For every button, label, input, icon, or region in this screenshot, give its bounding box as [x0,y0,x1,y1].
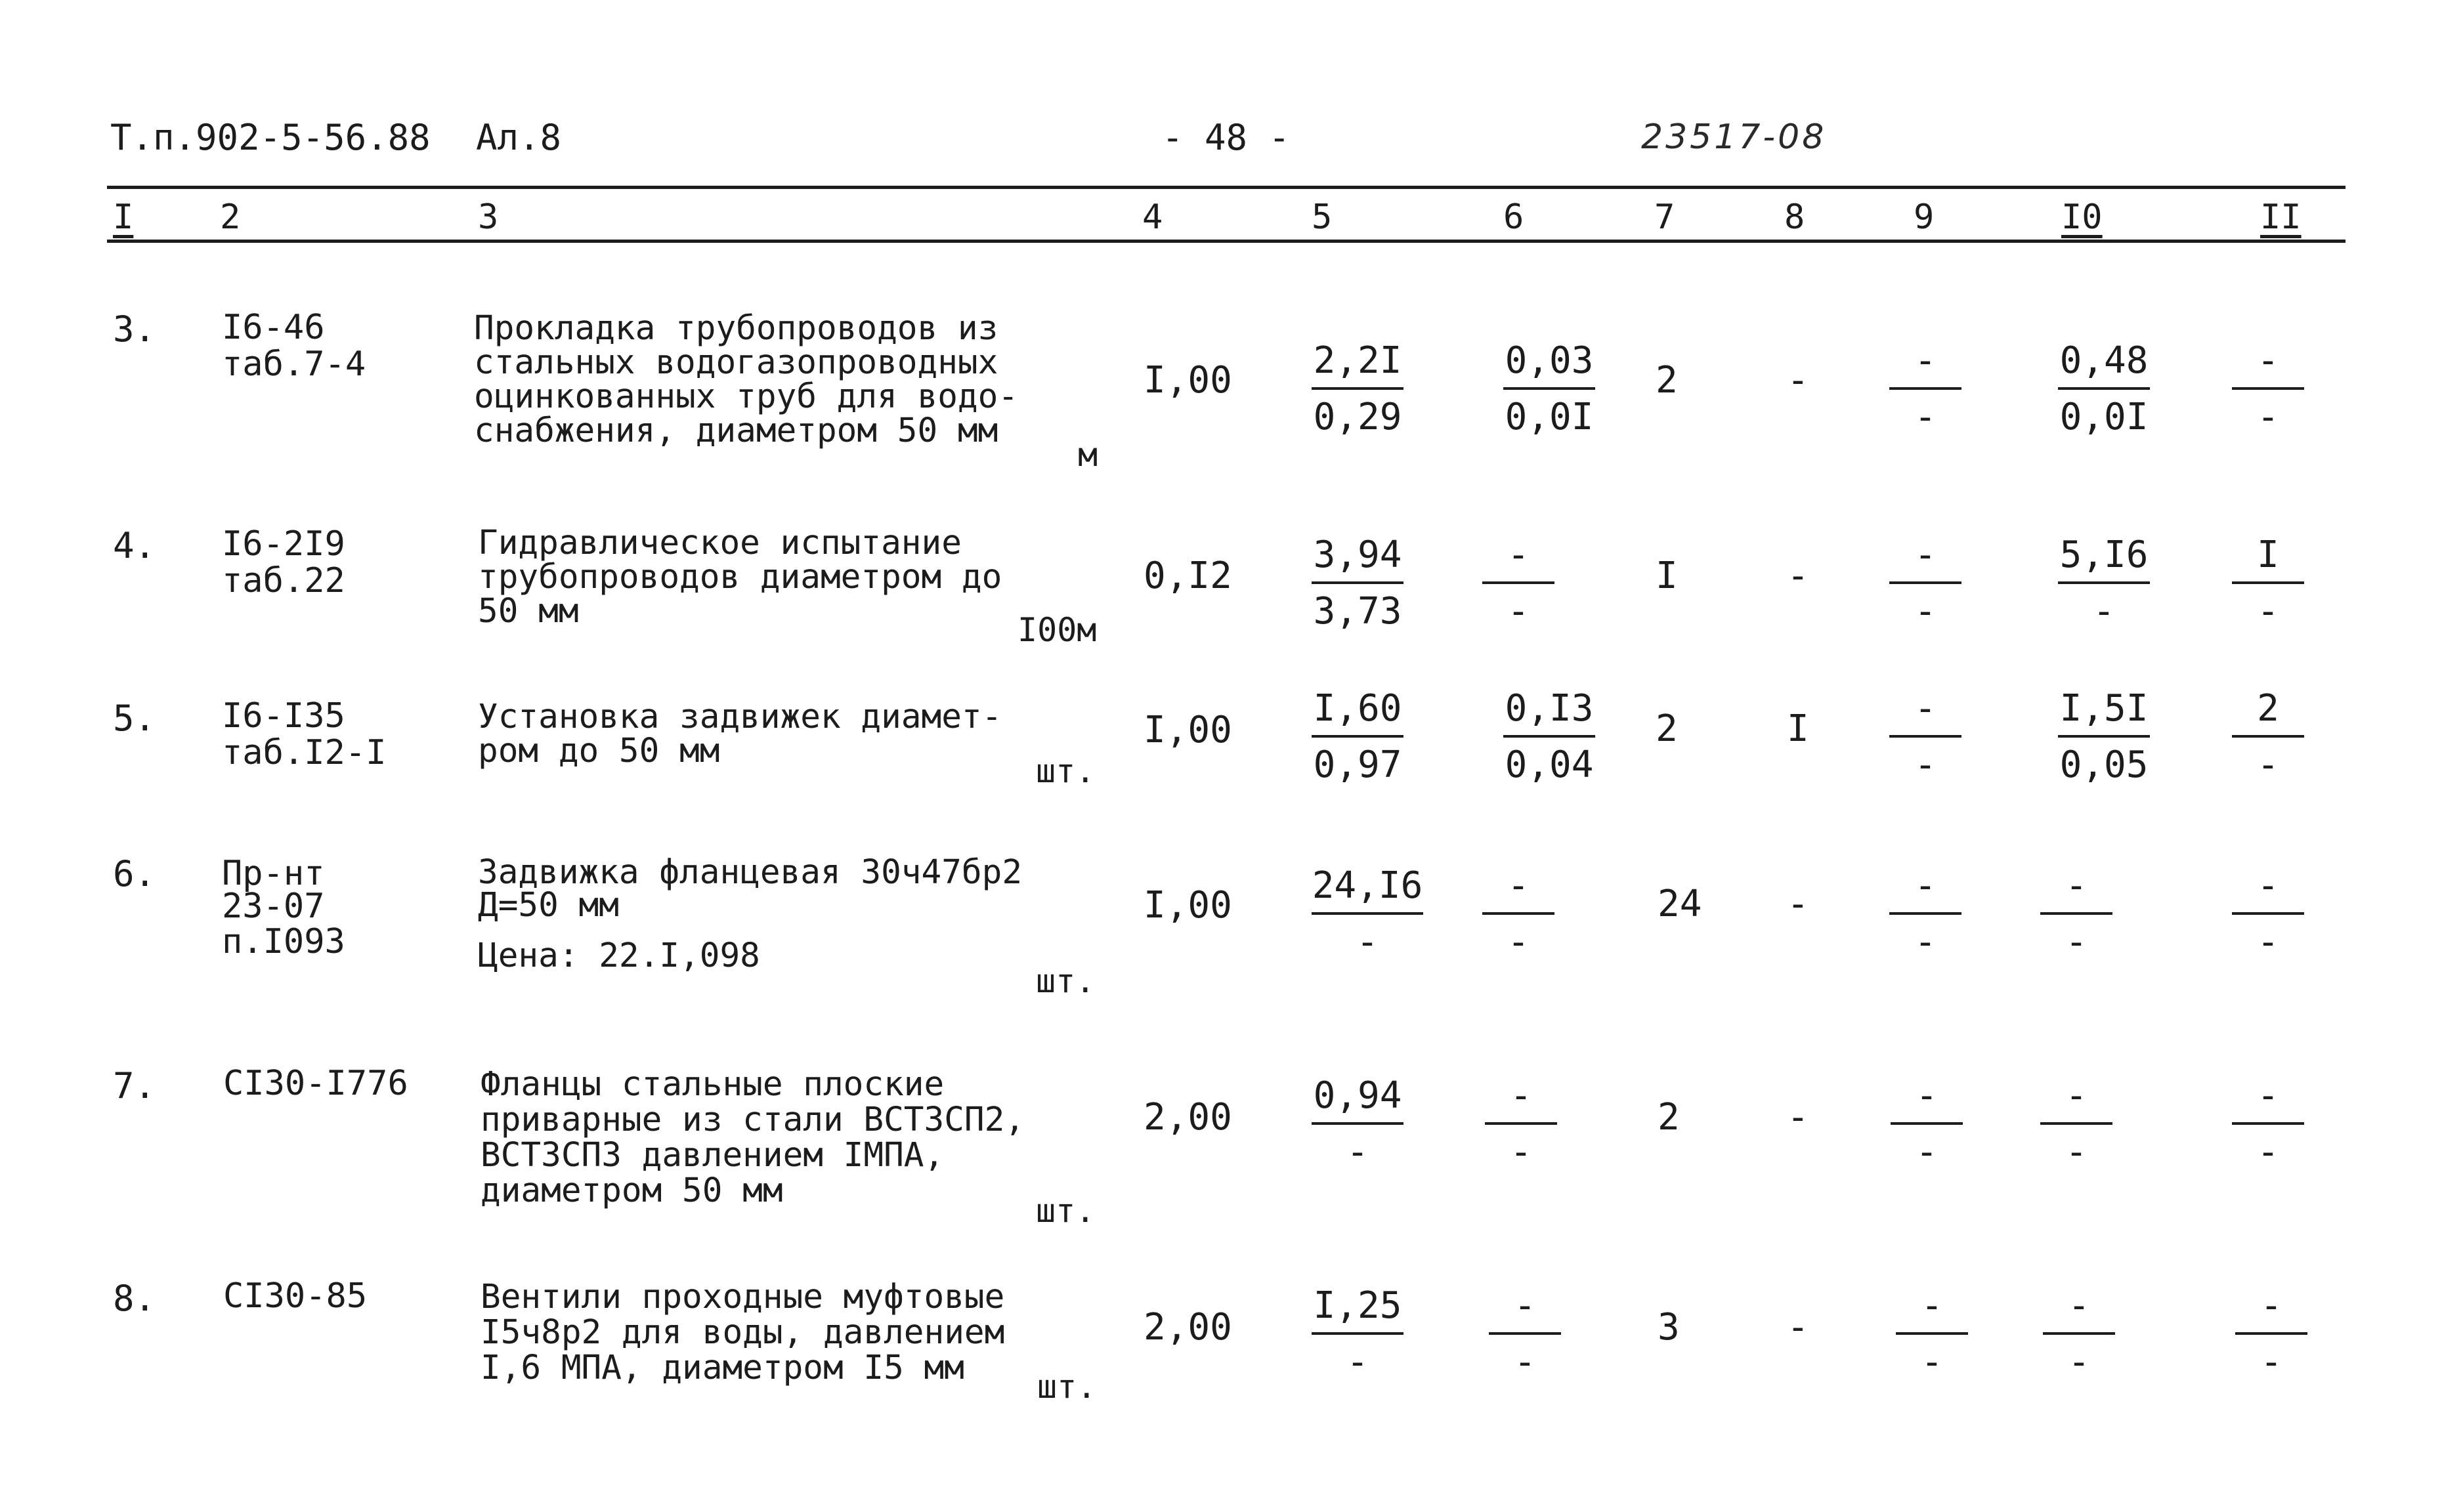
norm-code-line: CI30-I776 [223,1064,408,1103]
column-header-11: II [2260,198,2302,237]
column-header-6: 6 [1503,198,1524,237]
description-line: I5ч8р2 для воды, давлением [481,1313,1005,1352]
cost-fraction-col11: - - [2232,1078,2304,1171]
cost-fraction-col9: - - [1889,868,1961,961]
unit-label: шт. [1036,1192,1096,1230]
unit-label: I00м [1018,611,1097,649]
norm-code-line: I6-46 [222,308,325,347]
norm-code-line: I6-I35 [222,696,345,736]
album-number: Ал.8 [476,117,562,158]
cost-fraction-col5: 0,94 - [1312,1078,1403,1171]
column-header-7: 7 [1654,198,1675,237]
row-number: 6. [113,853,156,894]
cost-fraction-col5: I,60 0,97 [1312,690,1403,784]
unit-label: шт. [1037,1368,1097,1406]
description-line: приварные из стали ВСТ3СП2, [481,1101,1025,1139]
row-number: 3. [113,308,156,350]
column-header-4: 4 [1142,198,1163,237]
cost-fraction-col6: 0,I3 0,04 [1503,690,1595,784]
cost-fraction-col6: - - [1482,868,1554,961]
cost-fraction-col5: 2,2I 0,29 [1312,343,1403,436]
quantity-value: 2,00 [1144,1096,1232,1139]
cost-fraction-col5: 3,94 3,73 [1312,537,1403,630]
description-line: ВСТ3СП3 давлением IМПА, [481,1136,945,1175]
col8-value: - [1787,883,1809,925]
cost-fraction-col6: 0,03 0,0I [1503,343,1595,436]
cost-fraction-col11: 2 - [2232,690,2304,784]
description-line: Установка задвижек диамет- [478,698,1002,736]
cost-fraction-col10: 5,I6 - [2058,537,2150,630]
page-number: - 48 - [1162,117,1291,158]
column-header-10: I0 [2061,198,2103,237]
stamp-number: 23517-08 [1641,117,1827,157]
quantity-value: I,00 [1144,709,1232,751]
col8-value: - [1787,555,1809,597]
cost-fraction-col10: - - [2040,868,2112,961]
norm-code-line: Пр-нт [222,854,325,893]
column-header-8: 8 [1784,198,1805,237]
cost-fraction-col6: - - [1489,1288,1561,1381]
unit-label: м [1078,436,1098,474]
document-reference: Т.п.902-5-56.88 [110,117,431,158]
description-line: Гидравлическое испытание [478,524,962,562]
description-line: диаметром 50 мм [481,1171,783,1210]
cost-fraction-col11: - - [2232,868,2304,961]
row-number: 8. [113,1278,156,1319]
description-line: Прокладка трубопроводов из [474,309,998,348]
col8-value: I [1787,707,1809,750]
cost-fraction-col10: - - [2043,1288,2115,1381]
cost-fraction-col5: 24,I6 - [1312,864,1423,963]
price-note: Цена: 22.I,098 [478,936,760,975]
norm-code-line: I6-2I9 [222,524,345,564]
row-number: 4. [113,525,156,566]
description-line: ром до 50 мм [478,732,720,770]
description-line: Д=50 мм [478,886,619,925]
cost-fraction-col10: I,5I 0,05 [2058,690,2150,784]
description-line: снабжения, диаметром 50 мм [474,411,998,450]
column-header-1: I [113,198,134,237]
description-line: Фланцы стальные плоские [481,1065,945,1104]
cost-fraction-col11: I - [2232,537,2304,630]
cost-fraction-col9: - - [1896,1288,1968,1381]
col7-value: 3 [1658,1306,1680,1349]
header-bottom-rule [107,240,2346,243]
description-line: стальных водогазопроводных [474,343,998,382]
cost-fraction-col9: - - [1891,1078,1963,1171]
quantity-value: 2,00 [1144,1306,1232,1349]
description-line: трубопроводов диаметром до [478,558,1002,597]
column-header-5: 5 [1312,198,1333,237]
description-line: Задвижка фланцевая 30ч47бр2 [478,853,1023,892]
description-line: 50 мм [478,592,579,631]
cost-fraction-col6: - - [1482,537,1554,630]
quantity-value: 0,I2 [1144,555,1232,597]
quantity-value: I,00 [1144,884,1232,927]
cost-fraction-col6: - - [1485,1078,1557,1171]
cost-fraction-col10: 0,48 0,0I [2058,343,2150,436]
cost-fraction-col11: - - [2235,1288,2307,1381]
norm-code-line: 23-07 [222,887,325,926]
unit-label: шт. [1036,962,1096,1000]
header-top-rule [107,186,2346,189]
col7-value: I [1656,555,1678,597]
norm-code-line: таб.7-4 [222,345,366,384]
quantity-value: I,00 [1144,359,1232,402]
col7-value: 2 [1656,707,1678,750]
col8-value: - [1787,1096,1809,1139]
cost-fraction-col9: - - [1889,343,1961,436]
norm-code-line: CI30-85 [223,1276,368,1316]
row-number: 7. [113,1065,156,1106]
col8-value: - [1787,1306,1809,1349]
norm-code-line: таб.22 [222,561,345,600]
norm-code-line: таб.I2-I [222,733,387,772]
cost-fraction-col11: - - [2232,343,2304,436]
cost-fraction-col9: - - [1889,537,1961,630]
cost-fraction-col10: - - [2040,1078,2112,1171]
column-header-3: 3 [478,198,499,237]
cost-fraction-col5: I,25 - [1312,1288,1403,1381]
row-number: 5. [113,698,156,739]
column-header-9: 9 [1914,198,1935,237]
unit-label: шт. [1036,752,1096,790]
description-line: I,6 МПА, диаметром I5 мм [481,1349,964,1387]
norm-code-line: п.I093 [222,922,345,961]
col8-value: - [1787,359,1809,402]
col7-value: 24 [1658,883,1702,925]
col7-value: 2 [1658,1096,1680,1139]
description-line: оцинкованных труб для водо- [474,377,1019,416]
column-header-2: 2 [220,198,241,237]
description-line: Вентили проходные муфтовые [481,1278,1005,1316]
cost-fraction-col9: - - [1889,690,1961,784]
col7-value: 2 [1656,359,1678,402]
